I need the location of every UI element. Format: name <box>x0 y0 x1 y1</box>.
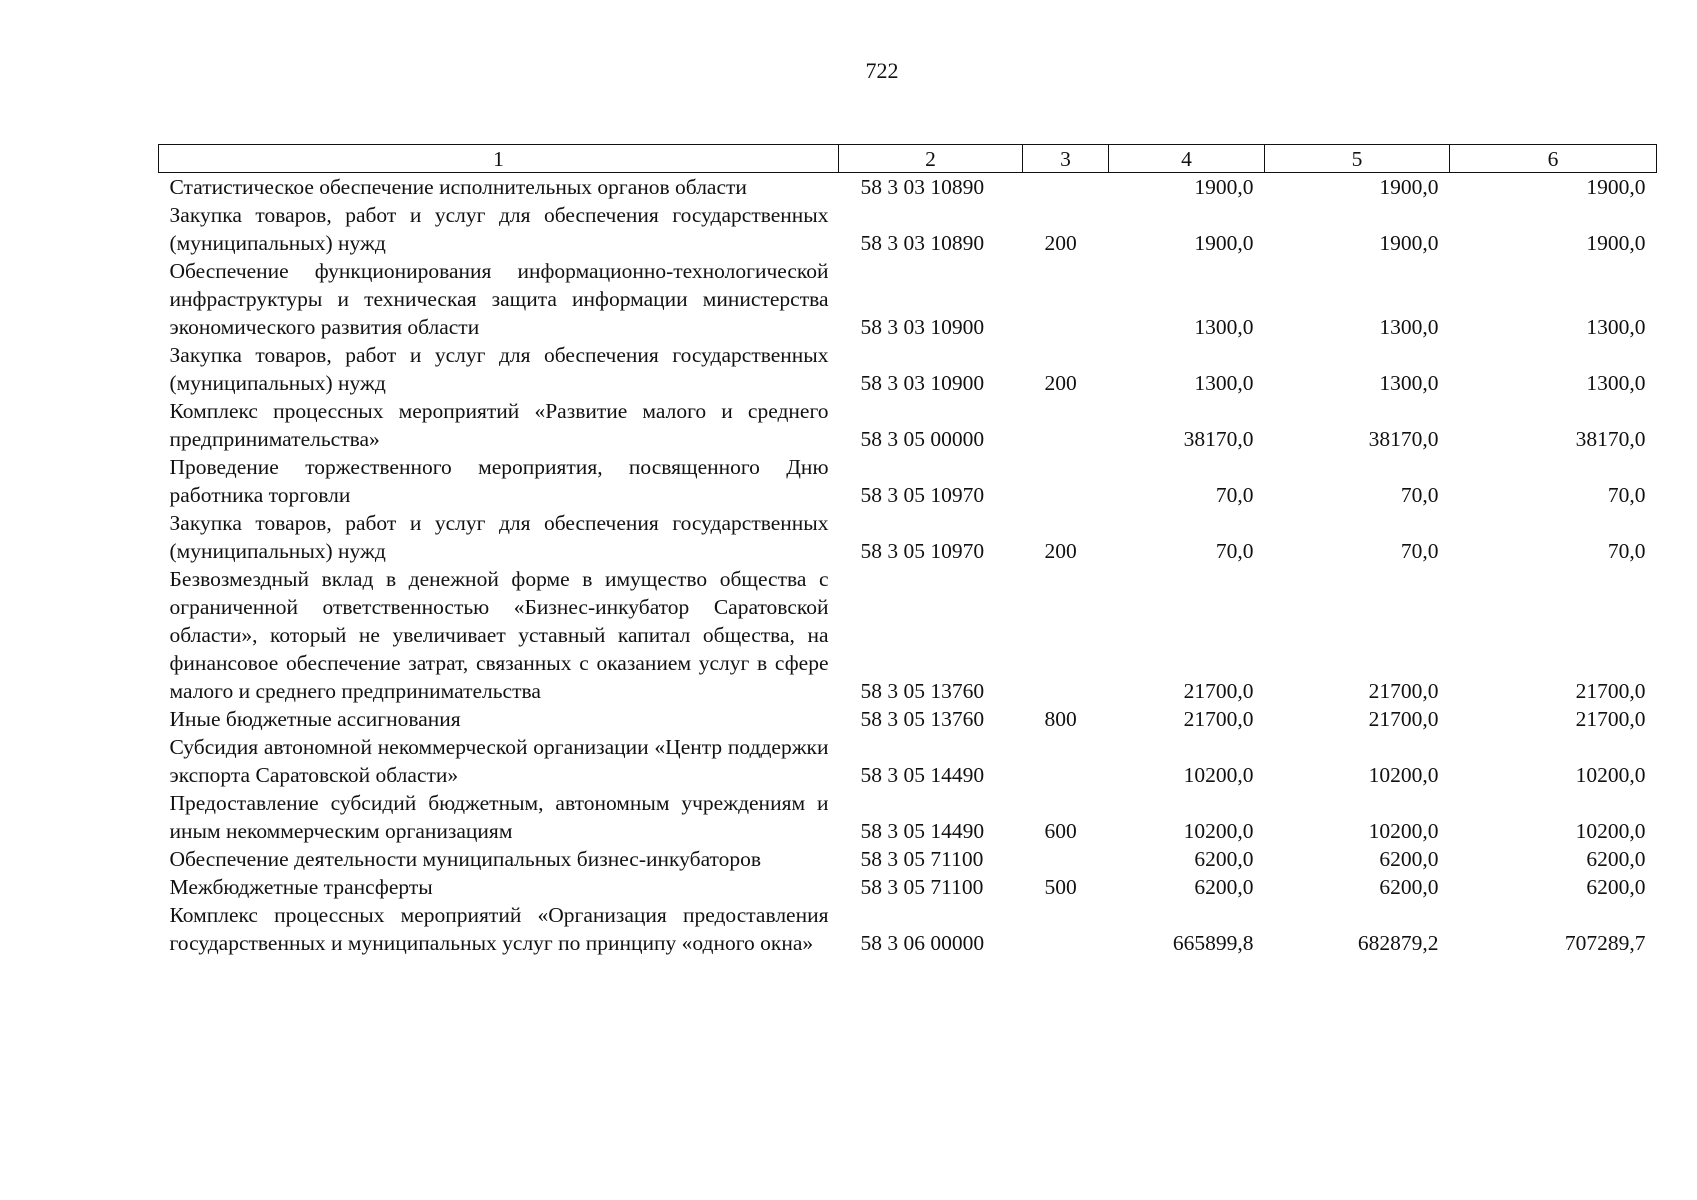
row-name: Закупка товаров, работ и услуг для обеспечения государственных (муниципальных) нужд <box>169 511 829 563</box>
row-amount-3: 1300,0 <box>1586 315 1646 339</box>
row-expense-type: 800 <box>1044 707 1077 731</box>
row-name: Обеспечение функционирования информационно-технологической инфраструктуры и техническая защита информации министерства экономического развития области <box>169 259 829 339</box>
row-amount-3: 1300,0 <box>1586 371 1646 395</box>
row-amount-3: 1900,0 <box>1586 231 1646 255</box>
table-row <box>159 733 1657 789</box>
row-amount-1: 70,0 <box>1215 539 1254 563</box>
row-amount-2: 1900,0 <box>1379 231 1439 255</box>
row-name: Межбюджетные трансферты <box>169 875 433 899</box>
table-row <box>159 565 1657 705</box>
row-expense-type <box>1023 565 1109 705</box>
row-amount-2: 10200,0 <box>1368 763 1439 787</box>
row-amount-1: 21700,0 <box>1183 707 1254 731</box>
row-amount-1: 10200,0 <box>1183 819 1254 843</box>
row-expense-type <box>1023 453 1109 509</box>
row-code: 58 3 03 10900 <box>860 371 985 395</box>
header-cell-code: 2 <box>839 145 1023 173</box>
header-row <box>159 145 1657 173</box>
row-amount-3: 6200,0 <box>1586 847 1646 871</box>
row-code: 58 3 05 10970 <box>860 539 985 563</box>
table-row <box>159 873 1657 901</box>
row-amount-1: 1300,0 <box>1194 371 1254 395</box>
row-amount-1: 6200,0 <box>1194 847 1254 871</box>
row-amount-2: 21700,0 <box>1368 707 1439 731</box>
row-amount-1: 1300,0 <box>1194 315 1254 339</box>
budget-table <box>158 144 1657 957</box>
row-amount-1: 6200,0 <box>1194 875 1254 899</box>
row-code: 58 3 05 14490 <box>860 763 985 787</box>
table-row <box>159 201 1657 257</box>
header-cell-amount-3: 6 <box>1450 145 1657 173</box>
row-amount-2: 1300,0 <box>1379 315 1439 339</box>
row-name: Комплекс процессных мероприятий «Организация предоставления государственных и муниципальных услуг по принципу «одного окна» <box>169 903 829 955</box>
row-code: 58 3 05 10970 <box>860 483 985 507</box>
table-row <box>159 509 1657 565</box>
row-amount-2: 21700,0 <box>1368 679 1439 703</box>
row-amount-1: 10200,0 <box>1183 763 1254 787</box>
row-expense-type <box>1023 397 1109 453</box>
row-name: Закупка товаров, работ и услуг для обеспечения государственных (муниципальных) нужд <box>169 203 829 255</box>
table-header <box>159 145 1657 173</box>
row-name: Иные бюджетные ассигнования <box>169 707 461 731</box>
row-expense-type <box>1023 257 1109 341</box>
row-name: Проведение торжественного мероприятия, посвященного Дню работника торговли <box>169 455 829 507</box>
row-amount-3: 6200,0 <box>1586 875 1646 899</box>
row-amount-2: 10200,0 <box>1368 819 1439 843</box>
row-amount-3: 21700,0 <box>1575 679 1646 703</box>
row-amount-2: 682879,2 <box>1357 931 1439 955</box>
table-row <box>159 397 1657 453</box>
row-expense-type: 500 <box>1044 875 1077 899</box>
header-cell-amount-2: 5 <box>1265 145 1450 173</box>
row-amount-1: 38170,0 <box>1183 427 1254 451</box>
row-amount-3: 21700,0 <box>1575 707 1646 731</box>
table-row <box>159 705 1657 733</box>
table-row <box>159 257 1657 341</box>
row-name: Предоставление субсидий бюджетным, автономным учреждениям и иным некоммерческим организациям <box>169 791 829 843</box>
row-amount-3: 1900,0 <box>1586 175 1646 199</box>
row-amount-3: 70,0 <box>1607 539 1646 563</box>
row-amount-1: 1900,0 <box>1194 231 1254 255</box>
row-amount-2: 6200,0 <box>1379 847 1439 871</box>
row-code: 58 3 05 00000 <box>860 427 985 451</box>
header-cell-amount-1: 4 <box>1109 145 1265 173</box>
row-code: 58 3 05 13760 <box>860 679 985 703</box>
row-name: Безвозмездный вклад в денежной форме в имущество общества с ограниченной ответственностью «Бизнес-инкубатор Саратовской области», который не увеличивает уставный капитал общества, на финансовое обеспечение затрат, связанных с оказанием услуг в сфере малого и среднего предпринимательства <box>169 567 829 703</box>
row-amount-2: 38170,0 <box>1368 427 1439 451</box>
row-expense-type <box>1023 901 1109 957</box>
row-code: 58 3 05 71100 <box>860 847 984 871</box>
row-amount-2: 1300,0 <box>1379 371 1439 395</box>
row-amount-3: 38170,0 <box>1575 427 1646 451</box>
row-amount-1: 1900,0 <box>1194 175 1254 199</box>
row-expense-type: 200 <box>1044 371 1077 395</box>
row-amount-2: 70,0 <box>1400 483 1439 507</box>
table-row <box>159 453 1657 509</box>
table-row <box>159 341 1657 397</box>
row-amount-1: 70,0 <box>1215 483 1254 507</box>
row-amount-3: 10200,0 <box>1575 819 1646 843</box>
row-code: 58 3 06 00000 <box>860 931 985 955</box>
row-name: Статистическое обеспечение исполнительных органов области <box>169 175 747 199</box>
row-amount-1: 665899,8 <box>1172 931 1254 955</box>
header-cell-expense-type: 3 <box>1023 145 1109 173</box>
table-body <box>159 173 1657 958</box>
row-amount-2: 70,0 <box>1400 539 1439 563</box>
row-name: Комплекс процессных мероприятий «Развитие малого и среднего предпринимательства» <box>169 399 829 451</box>
table-row <box>159 789 1657 845</box>
row-amount-3: 10200,0 <box>1575 763 1646 787</box>
row-code: 58 3 03 10890 <box>860 175 985 199</box>
row-code: 58 3 03 10900 <box>860 315 985 339</box>
row-amount-2: 1900,0 <box>1379 175 1439 199</box>
row-amount-3: 70,0 <box>1607 483 1646 507</box>
row-expense-type <box>1023 173 1109 202</box>
row-amount-1: 21700,0 <box>1183 679 1254 703</box>
row-expense-type: 200 <box>1044 539 1077 563</box>
row-amount-2: 6200,0 <box>1379 875 1439 899</box>
table-row <box>159 901 1657 957</box>
header-cell-name: 1 <box>159 145 839 173</box>
table-row <box>159 173 1657 202</box>
row-expense-type <box>1023 733 1109 789</box>
row-name: Обеспечение деятельности муниципальных бизнес-инкубаторов <box>169 847 762 871</box>
table-row <box>159 845 1657 873</box>
row-expense-type <box>1023 845 1109 873</box>
page-number: 722 <box>865 58 899 83</box>
row-code: 58 3 03 10890 <box>860 231 985 255</box>
row-name: Закупка товаров, работ и услуг для обеспечения государственных (муниципальных) нужд <box>169 343 829 395</box>
row-code: 58 3 05 14490 <box>860 819 985 843</box>
row-expense-type: 200 <box>1044 231 1077 255</box>
row-code: 58 3 05 71100 <box>860 875 984 899</box>
row-expense-type: 600 <box>1044 819 1077 843</box>
row-name: Субсидия автономной некоммерческой организации «Центр поддержки экспорта Саратовской области» <box>169 735 829 787</box>
row-amount-3: 707289,7 <box>1564 931 1646 955</box>
row-code: 58 3 05 13760 <box>860 707 985 731</box>
